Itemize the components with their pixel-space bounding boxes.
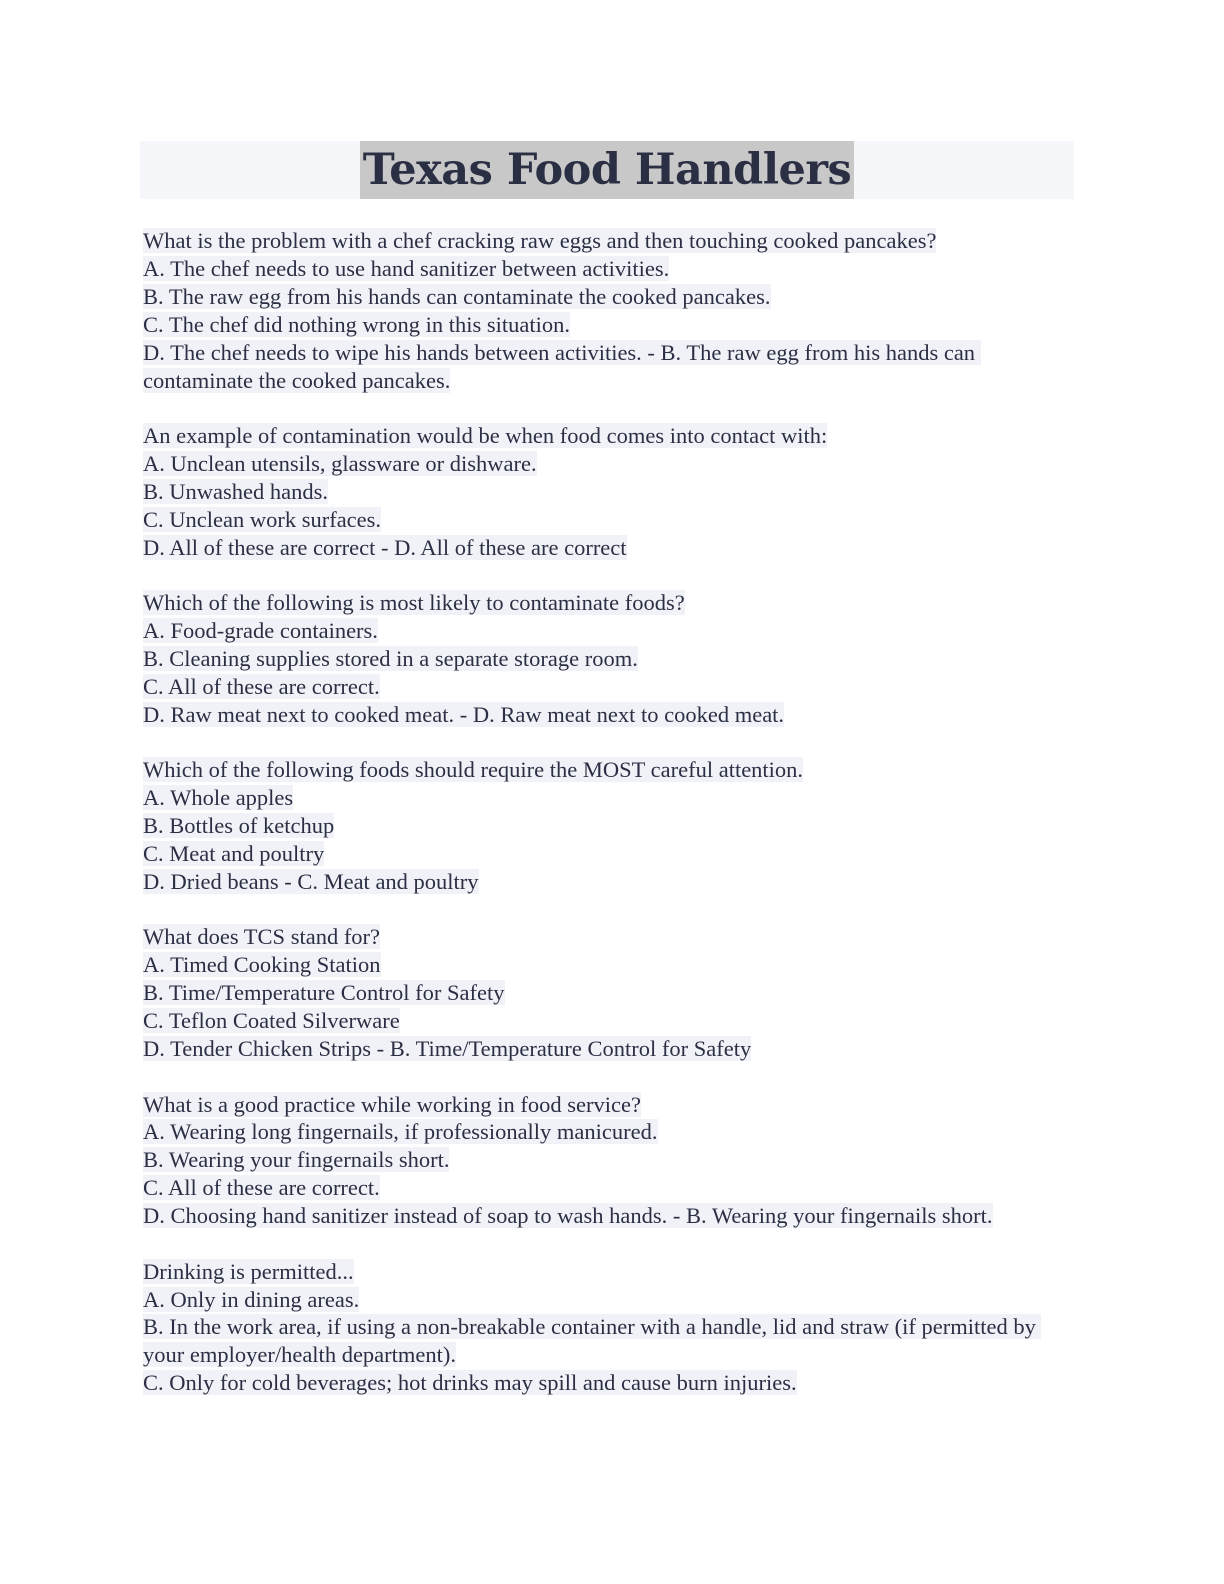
answer-option: B. Cleaning supplies stored in a separate storage room. bbox=[143, 645, 638, 671]
answer-option-with-key: D. All of these are correct - D. All of these are correct bbox=[143, 534, 627, 560]
answer-option: A. Only in dining areas. bbox=[143, 1286, 360, 1312]
question-text: What is a good practice while working in food service? bbox=[143, 1091, 641, 1117]
question-block-2 bbox=[143, 422, 1078, 562]
answer-option: A. The chef needs to use hand sanitizer between activities. bbox=[143, 255, 670, 281]
question-text: Drinking is permitted... bbox=[143, 1258, 354, 1284]
answer-option-with-key: D. Raw meat next to cooked meat. - D. Raw meat next to cooked meat. bbox=[143, 701, 785, 727]
answer-option: B. Wearing your fingernails short. bbox=[143, 1147, 450, 1173]
question-text: Which of the following foods should require the MOST careful attention. bbox=[143, 757, 804, 783]
answer-option-with-key: D. Dried beans - C. Meat and poultry bbox=[143, 868, 479, 894]
question-block-7 bbox=[143, 1258, 1078, 1398]
answer-option: C. Only for cold beverages; hot drinks may spill and cause burn injuries. bbox=[143, 1370, 797, 1396]
answer-option: A. Food-grade containers. bbox=[143, 618, 378, 644]
answer-option-with-key: D. Tender Chicken Strips - B. Time/Temperature Control for Safety bbox=[143, 1036, 752, 1062]
answer-option: C. Meat and poultry bbox=[143, 841, 325, 866]
title-band bbox=[140, 141, 1074, 199]
answer-option: B. Time/Temperature Control for Safety bbox=[143, 980, 505, 1006]
answer-option: C. All of these are correct. bbox=[143, 1175, 380, 1201]
answer-option-with-key: D. The chef needs to wipe his hands between activities. - B. The raw egg from his hands can contaminate the cooked pancakes. bbox=[143, 339, 981, 393]
answer-option: A. Whole apples bbox=[143, 785, 294, 811]
answer-option: B. Unwashed hands. bbox=[143, 478, 328, 504]
answer-option: A. Timed Cooking Station bbox=[143, 952, 381, 978]
answer-option: B. Bottles of ketchup bbox=[143, 813, 335, 839]
question-block-1 bbox=[143, 227, 1078, 394]
question-block-4 bbox=[143, 756, 1078, 896]
answer-option: C. Unclean work surfaces. bbox=[143, 506, 382, 532]
question-block-5 bbox=[143, 923, 1078, 1063]
answer-option: C. Teflon Coated Silverware bbox=[143, 1008, 400, 1034]
page-title: Texas Food Handlers bbox=[360, 141, 855, 199]
answer-option: B. The raw egg from his hands can contaminate the cooked pancakes. bbox=[143, 283, 771, 309]
answer-option: A. Unclean utensils, glassware or dishware. bbox=[143, 450, 537, 476]
answer-option: C. All of these are correct. bbox=[143, 673, 380, 699]
question-text: What does TCS stand for? bbox=[143, 924, 381, 950]
question-block-3 bbox=[143, 589, 1078, 729]
answer-option: C. The chef did nothing wrong in this situation. bbox=[143, 311, 571, 337]
question-text: Which of the following is most likely to contaminate foods? bbox=[143, 590, 685, 616]
question-block-6 bbox=[143, 1091, 1078, 1231]
question-text: What is the problem with a chef cracking raw eggs and then touching cooked pancakes? bbox=[143, 228, 937, 253]
answer-option: A. Wearing long fingernails, if professionally manicured. bbox=[143, 1119, 658, 1145]
question-text: An example of contamination would be when food comes into contact with: bbox=[143, 423, 828, 449]
answer-option-with-key: D. Choosing hand sanitizer instead of soap to wash hands. - B. Wearing your fingernails short. bbox=[143, 1203, 993, 1229]
answer-option: B. In the work area, if using a non-breakable container with a handle, lid and straw (if permitted by your employer/health department). bbox=[143, 1314, 1042, 1368]
question-list bbox=[143, 227, 1078, 1425]
